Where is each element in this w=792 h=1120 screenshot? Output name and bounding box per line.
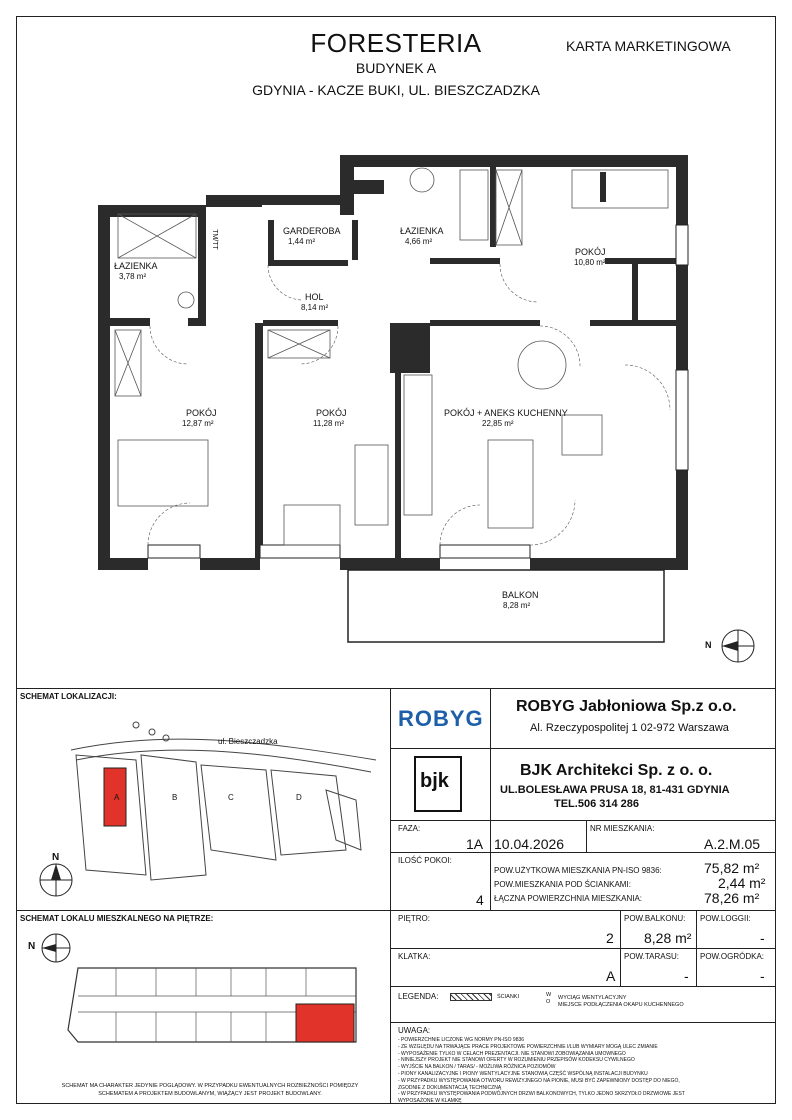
floor-label: PIĘTRO: (398, 914, 431, 923)
area-total: 78,26 m² (704, 890, 760, 906)
architect-address: UL.BOLESŁAWA PRUSA 18, 81-431 GDYNIA (500, 784, 730, 796)
floor-schema-title: SCHEMAT LOKALU MIESZKALNEGO NA PIĘTRZE: (20, 914, 214, 923)
terrace-label: POW.TARASU: (624, 952, 679, 961)
note-line: - W PRZYPADKU WYSTĘPOWANIA PODWÓJNYCH DRZWI BALKONOWYCH, TYLKO JEDNO SKRZYDŁO DRZWIOWE JEST WYPOSAŻONE W KLAMKĘ (398, 1091, 685, 1105)
legend-o-text: MIEJSCE PODŁĄCZENIA OKAPU KUCHENNEGO (558, 1002, 684, 1008)
room-name: ŁAZIENKA (114, 261, 158, 271)
room-name: HOL (305, 292, 324, 302)
apartment-number-label: NR MIESZKANIA: (590, 824, 655, 833)
faza-label: FAZA: (398, 824, 421, 833)
architect-phone: TEL.506 314 286 (554, 798, 640, 810)
note-line: - POWIERZCHNIE LICZONE WG NORMY PN-ISO 9836 (398, 1037, 525, 1043)
date-value: 10.04.2026 (494, 836, 565, 852)
room-area: 4,66 m² (405, 237, 433, 246)
north-label: N (705, 640, 712, 650)
area-walls-label: POW.MIESZKANIA POD ŚCIANKAMI: (494, 880, 631, 889)
rooms-count: 4 (476, 892, 484, 908)
note-line: - NINIEJSZY PROJEKT NIE STANOWI OFERTY W ROZUMIENIU PRZEPISÓW KODEKSU CYWILNEGO (398, 1057, 635, 1064)
room-name: BALKON (502, 590, 539, 600)
terrace-value: - (684, 968, 689, 984)
room-area: 8,28 m² (503, 601, 531, 610)
floor-value: 2 (606, 930, 614, 946)
bjk-logo-icon (414, 756, 462, 812)
disclaimer: SCHEMAT MA CHARAKTER JEDYNIE POGLĄDOWY. W PRZYPADKU EWENTUALNYCH ROZBIEŻNOŚCI POMIĘDZY SCHEMATEM A PROJEKTEM BUDOWLANYM, WIĄŻĄCY JEST PROJEKT BUDOWLANY. (61, 1083, 359, 1097)
note-line: - PIONY KANALIZACYJNE I PIONY WENTYLACYJNE STANOWIĄ CZĘŚĆ WSPÓLNĄ INSTALACJI BUDYNKU (398, 1070, 648, 1077)
address-label: GDYNIA - KACZE BUKI, UL. BIESZCZADZKA (252, 82, 540, 98)
note-line: - WYJŚCIE NA BALKON / TARAS/ - MOŻLIWA RÓŻNICA POZIOMÓW (398, 1064, 556, 1071)
room-area: 12,87 m² (182, 419, 214, 428)
room-area: 10,80 m² (574, 258, 606, 267)
apartment-number: A.2.M.05 (704, 836, 761, 852)
loggia-value: - (760, 930, 765, 946)
area-usable-label: POW.UŻYTKOWA MIESZKANIA PN-ISO 9836: (494, 866, 662, 875)
floor-schema-map (16, 920, 390, 1070)
room-name: GARDEROBA (283, 226, 341, 236)
legend-walls-label: ŚCIANKI (497, 994, 520, 1000)
building-marker-a: A (114, 793, 120, 802)
card-type-label: KARTA MARKETINGOWA (566, 38, 731, 54)
faza-value: 1A (466, 836, 484, 852)
architect-name: BJK Architekci Sp. z o. o. (520, 762, 713, 779)
note-line: - ZE WZGLĘDU NA TRWAJĄCE PRACE PROJEKTOWE POWIERZCHNIE I/LUB WYMIARY MOGĄ ULEC ZMIANIE (398, 1043, 658, 1050)
room-area: 8,14 m² (301, 303, 329, 312)
project-title: FORESTERIA (310, 28, 482, 58)
building-marker-c: C (228, 793, 234, 802)
robyg-logo: ROBYG (398, 706, 484, 731)
tm-tt-label: TM/TT (210, 229, 218, 250)
bjk-logo-text: bjk (420, 770, 449, 792)
street-label: ul. Bieszczadzka (218, 737, 278, 746)
location-north-label: N (52, 852, 60, 863)
developer-name: ROBYG Jabłoniowa Sp.z o.o. (516, 698, 737, 715)
floor-plan (0, 140, 792, 680)
room-area: 3,78 m² (119, 272, 147, 281)
room-area: 1,44 m² (288, 237, 316, 246)
room-area: 22,85 m² (482, 419, 514, 428)
room-name: POKÓJ (186, 408, 217, 418)
garden-label: POW.OGRÓDKA: (700, 952, 765, 961)
room-name: ŁAZIENKA (400, 226, 444, 236)
legend-title: LEGENDA: (398, 992, 439, 1001)
room-name: POKÓJ + ANEKS KUCHENNY (444, 408, 568, 418)
location-title: SCHEMAT LOKALIZACJI: (20, 692, 117, 701)
area-usable: 75,82 m² (704, 860, 760, 876)
stair-value: A (606, 968, 616, 984)
rooms-count-label: ILOŚĆ POKOI: (398, 856, 452, 865)
room-area: 11,28 m² (313, 419, 344, 428)
room-name: POKÓJ (575, 247, 606, 257)
legend-o-code: O (546, 999, 551, 1005)
loggia-label: POW.LOGGII: (700, 914, 751, 923)
building-marker-b: B (172, 793, 178, 802)
balcony-label: POW.BALKONU: (624, 914, 686, 923)
floor-schema-north: N (28, 941, 36, 952)
room-name: POKÓJ (316, 408, 347, 418)
garden-value: - (760, 968, 765, 984)
stair-label: KLATKA: (398, 952, 431, 961)
balcony-value: 8,28 m² (644, 930, 692, 946)
area-walls: 2,44 m² (718, 875, 766, 891)
note-line: - W PRZYPADKU WYSTĘPOWANIA OTWORU REWIZYJNEGO NA PIONIE, MUSI BYĆ ZAPEWNIONY DOSTĘP DO NIEGO, ZGODNIE Z DOKUMENTACJĄ TECHNICZNĄ (398, 1077, 680, 1091)
area-total-label: ŁĄCZNA POWIERZCHNIA MIESZKANIA: (494, 894, 643, 903)
legend-w-text: WYCIĄG WENTYLACYJNY (558, 995, 627, 1001)
building-label: BUDYNEK A (355, 60, 437, 76)
note-line: - WYPOSAŻENIE TYLKO W CELACH PREZENTACJI. NIE STANOWI ZOBOWIĄZANIA UMOWNEGO (398, 1050, 626, 1057)
notes-title: UWAGA: (398, 1026, 431, 1035)
developer-address: Al. Rzeczypospolitej 1 02-972 Warszawa (530, 722, 729, 734)
notes-list (398, 1037, 698, 1105)
wall-hatch-icon (450, 993, 492, 1001)
legend-w-code: W (546, 992, 552, 998)
location-map (16, 700, 390, 910)
building-marker-d: D (296, 793, 302, 802)
